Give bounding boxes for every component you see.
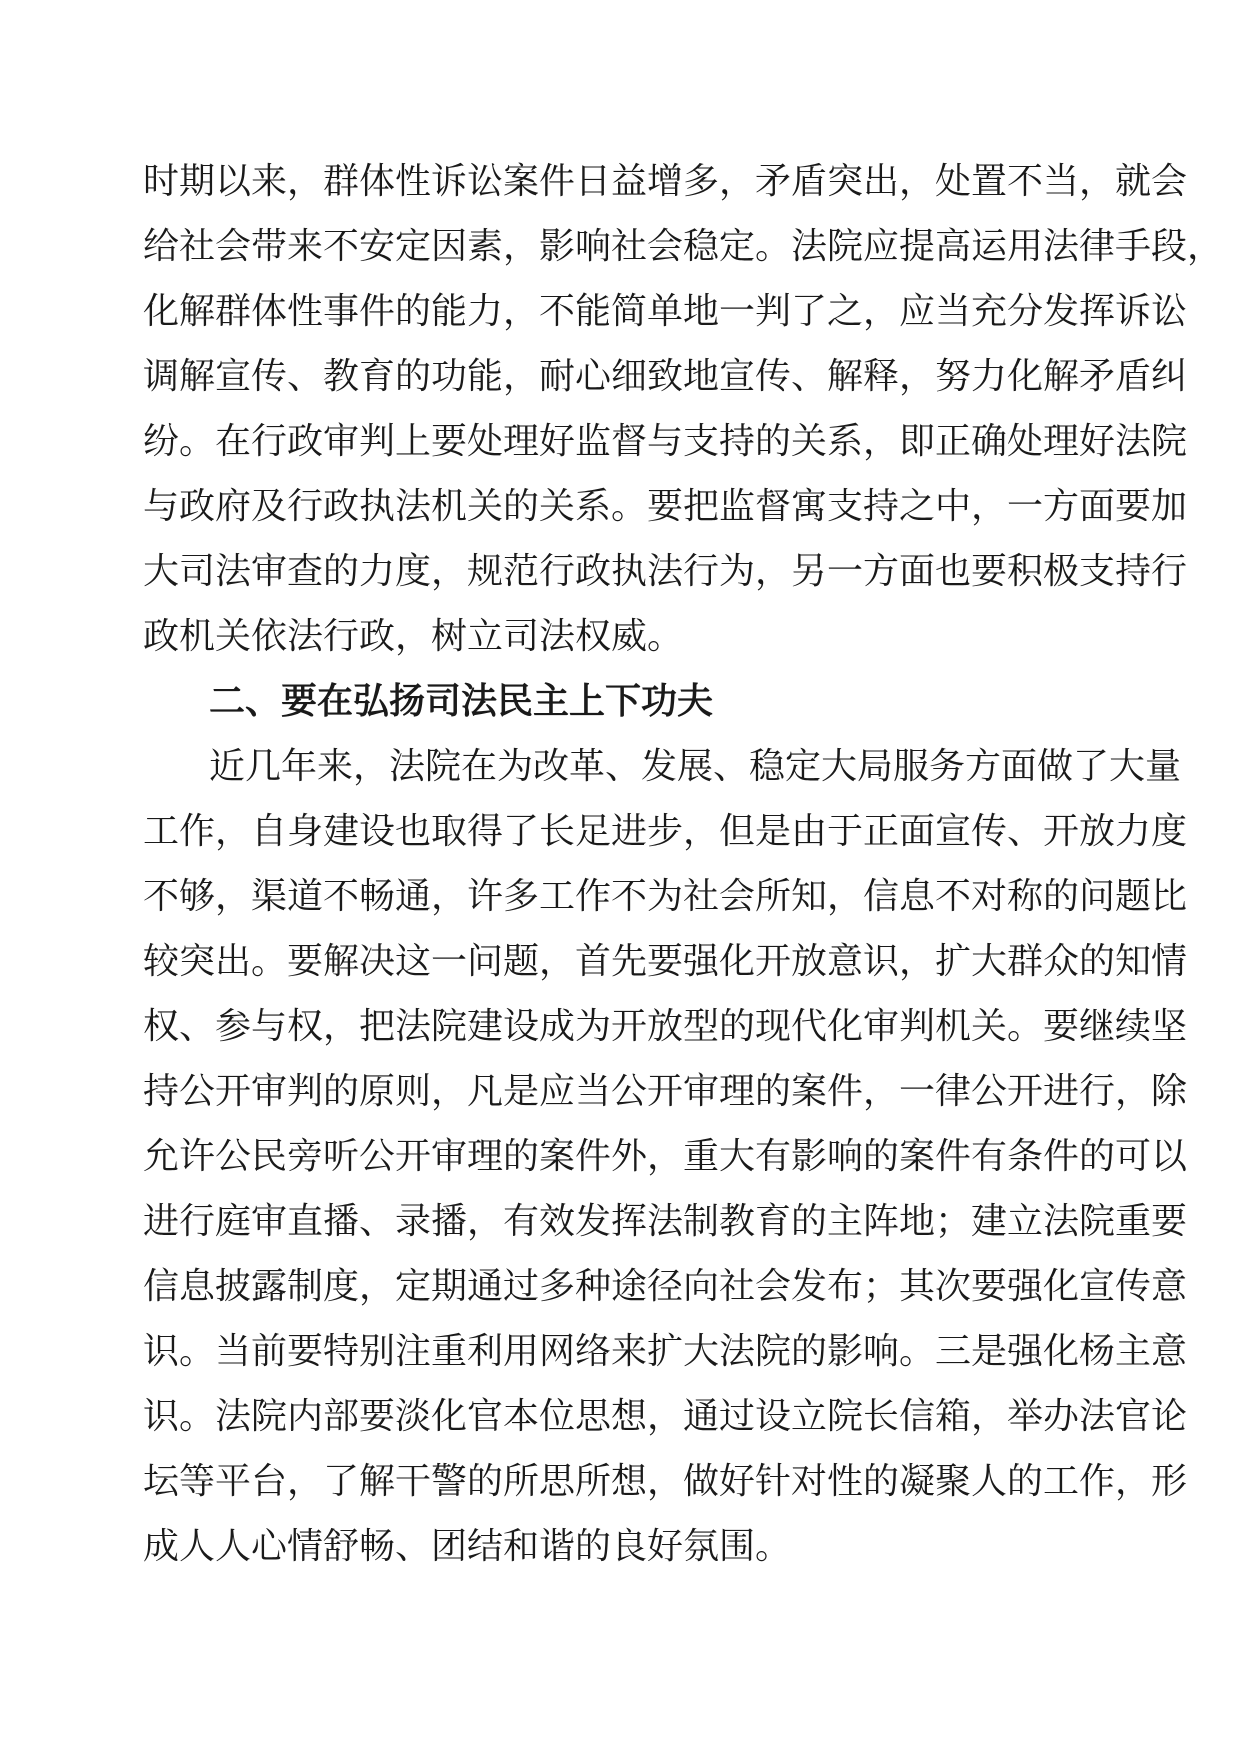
paragraph-2-line-7: 允许公民旁听公开审理的案件外，重大有影响的案件有条件的可以 (143, 1136, 1188, 1177)
paragraph-2-line-2: 工作，自身建设也取得了长足进步，但是由于正面宣传、开放力度 (143, 811, 1188, 852)
paragraph-2-line-5: 权、参与权，把法院建设成为开放型的现代化审判机关。要继续坚 (143, 1006, 1188, 1047)
section-heading: 二、要在弘扬司法民主上下功夫 (209, 681, 714, 722)
paragraph-2-line-1: 近几年来，法院在为改革、发展、稳定大局服务方面做了大量 (209, 746, 1182, 787)
paragraph-2-line-6: 持公开审判的原则，凡是应当公开审理的案件，一律公开进行，除 (143, 1071, 1188, 1112)
paragraph-1-line-6: 与政府及行政执法机关的关系。要把监督寓支持之中，一方面要加 (143, 486, 1188, 527)
paragraph-2-line-3: 不够，渠道不畅通，许多工作不为社会所知，信息不对称的问题比 (143, 876, 1188, 917)
paragraph-1-line-2: 给社会带来不安定因素，影响社会稳定。法院应提高运用法律手段， (143, 226, 1224, 267)
paragraph-1-line-3: 化解群体性事件的能力，不能简单地一判了之，应当充分发挥诉讼 (143, 291, 1188, 332)
paragraph-2-line-12: 坛等平台，了解干警的所思所想，做好针对性的凝聚人的工作，形 (143, 1461, 1188, 1502)
paragraph-1-line-5: 纷。在行政审判上要处理好监督与支持的关系，即正确处理好法院 (143, 421, 1188, 462)
paragraph-1-line-8: 政机关依法行政，树立司法权威。 (143, 616, 684, 657)
paragraph-2-line-11: 识。法院内部要淡化官本位思想，通过设立院长信箱，举办法官论 (143, 1396, 1188, 1437)
paragraph-2-line-10: 识。当前要特别注重利用网络来扩大法院的影响。三是强化杨主意 (143, 1331, 1188, 1372)
paragraph-1-line-4: 调解宣传、教育的功能，耐心细致地宣传、解释，努力化解矛盾纠 (143, 356, 1188, 397)
paragraph-2-line-8: 进行庭审直播、录播，有效发挥法制教育的主阵地；建立法院重要 (143, 1201, 1188, 1242)
paragraph-1-line-7: 大司法审查的力度，规范行政执法行为，另一方面也要积极支持行 (143, 551, 1188, 592)
paragraph-1-line-1: 时期以来，群体性诉讼案件日益增多，矛盾突出，处置不当，就会 (143, 161, 1188, 202)
paragraph-2-line-4: 较突出。要解决这一问题，首先要强化开放意识，扩大群众的知情 (143, 941, 1188, 982)
paragraph-2-line-9: 信息披露制度，定期通过多种途径向社会发布；其次要强化宣传意 (143, 1266, 1188, 1307)
paragraph-2-line-13: 成人人心情舒畅、团结和谐的良好氛围。 (143, 1526, 792, 1567)
